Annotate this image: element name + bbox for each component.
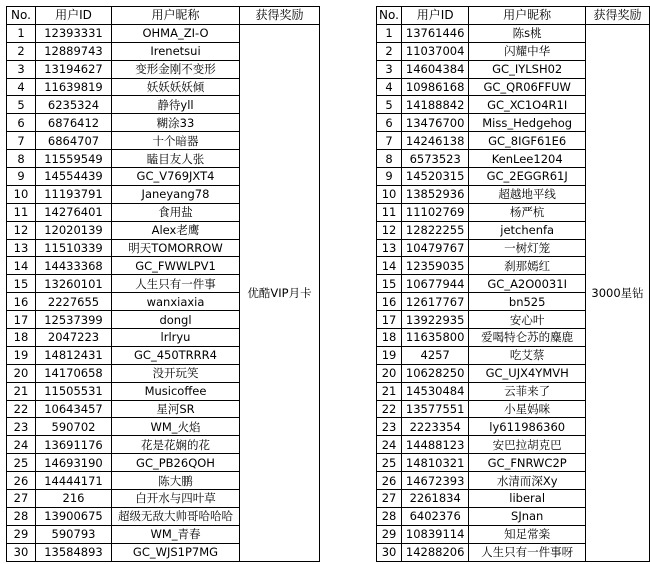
- cell-no: 27: [377, 490, 402, 508]
- cell-nickname: 超越地平线: [469, 185, 586, 203]
- cell-no: 10: [377, 185, 402, 203]
- cell-nickname: GC_450TRRR4: [112, 346, 240, 364]
- cell-no: 12: [377, 221, 402, 239]
- cell-no: 22: [377, 400, 402, 418]
- cell-nickname: 星河SR: [112, 400, 240, 418]
- cell-no: 15: [7, 275, 36, 293]
- cell-no: 2: [7, 42, 36, 60]
- cell-no: 21: [377, 382, 402, 400]
- cell-nickname: Alex老鹰: [112, 221, 240, 239]
- cell-no: 3: [7, 60, 36, 78]
- cell-nickname: 闪耀中华: [469, 42, 586, 60]
- cell-nickname: Musicoffee: [112, 382, 240, 400]
- cell-nickname: 安心叶: [469, 311, 586, 329]
- cell-user-id: 11037004: [402, 42, 469, 60]
- cell-nickname: ly611986360: [469, 418, 586, 436]
- cell-nickname: GC_WJS1P7MG: [112, 543, 240, 561]
- cell-no: 6: [7, 114, 36, 132]
- cell-no: 17: [7, 311, 36, 329]
- cell-nickname: 瞌目友人张: [112, 150, 240, 168]
- cell-user-id: 14188842: [402, 96, 469, 114]
- cell-user-id: 590702: [36, 418, 112, 436]
- cell-user-id: 10643457: [36, 400, 112, 418]
- cell-no: 21: [7, 382, 36, 400]
- cell-nickname: 人生只有一件事呀: [469, 543, 586, 561]
- cell-user-id: 14554439: [36, 168, 112, 186]
- cell-no: 6: [377, 114, 402, 132]
- cell-nickname: GC_QR06FFUW: [469, 78, 586, 96]
- cell-user-id: 14604384: [402, 60, 469, 78]
- cell-no: 13: [7, 239, 36, 257]
- cell-no: 28: [7, 507, 36, 525]
- cell-no: 8: [7, 150, 36, 168]
- cell-user-id: 13922935: [402, 311, 469, 329]
- table-body: [377, 24, 650, 561]
- cell-user-id: 14810321: [402, 454, 469, 472]
- cell-nickname: 安巴拉胡克巴: [469, 436, 586, 454]
- header-reward: 获得奖励: [240, 7, 320, 25]
- cell-user-id: 12617767: [402, 293, 469, 311]
- cell-nickname: 静待yll: [112, 96, 240, 114]
- cell-nickname: liberal: [469, 490, 586, 508]
- cell-no: 29: [377, 525, 402, 543]
- cell-nickname: 没开玩笑: [112, 364, 240, 382]
- cell-user-id: 11559549: [36, 150, 112, 168]
- cell-nickname: dongl: [112, 311, 240, 329]
- cell-user-id: 10677944: [402, 275, 469, 293]
- cell-no: 16: [377, 293, 402, 311]
- cell-nickname: GC_A2O0031I: [469, 275, 586, 293]
- cell-user-id: 10839114: [402, 525, 469, 543]
- cell-no: 12: [7, 221, 36, 239]
- cell-no: 5: [7, 96, 36, 114]
- header-user-id: 用户ID: [36, 7, 112, 25]
- cell-nickname: WM_青春: [112, 525, 240, 543]
- cell-user-id: 14170658: [36, 364, 112, 382]
- cell-nickname: GC_UJX4YMVH: [469, 364, 586, 382]
- cell-user-id: 2047223: [36, 329, 112, 347]
- cell-user-id: 13900675: [36, 507, 112, 525]
- cell-nickname: 一树灯笼: [469, 239, 586, 257]
- cell-no: 4: [7, 78, 36, 96]
- cell-user-id: 6864707: [36, 132, 112, 150]
- cell-no: 19: [377, 346, 402, 364]
- cell-nickname: GC_FWWLPV1: [112, 257, 240, 275]
- cell-no: 7: [377, 132, 402, 150]
- cell-nickname: wanxiaxia: [112, 293, 240, 311]
- cell-user-id: 14693190: [36, 454, 112, 472]
- cell-no: 24: [7, 436, 36, 454]
- cell-user-id: 14276401: [36, 203, 112, 221]
- cell-user-id: 12889743: [36, 42, 112, 60]
- cell-nickname: GC_2EGGR61J: [469, 168, 586, 186]
- cell-user-id: 6402376: [402, 507, 469, 525]
- cell-nickname: GC_V769JXT4: [112, 168, 240, 186]
- header-nickname: 用户昵称: [469, 7, 586, 25]
- cell-no: 17: [377, 311, 402, 329]
- cell-nickname: 陈s桃: [469, 24, 586, 42]
- cell-no: 28: [377, 507, 402, 525]
- cell-nickname: 妖妖妖妖倾: [112, 78, 240, 96]
- cell-user-id: 12822255: [402, 221, 469, 239]
- cell-user-id: 13584893: [36, 543, 112, 561]
- header-no: No.: [377, 7, 402, 25]
- cell-nickname: 变形金刚不变形: [112, 60, 240, 78]
- cell-nickname: 云菲来了: [469, 382, 586, 400]
- cell-user-id: 12393331: [36, 24, 112, 42]
- cell-nickname: 水清而深Xy: [469, 472, 586, 490]
- cell-nickname: 知足常楽: [469, 525, 586, 543]
- cell-user-id: 12359035: [402, 257, 469, 275]
- cell-nickname: GC_FNRWC2P: [469, 454, 586, 472]
- cell-nickname: 食用盐: [112, 203, 240, 221]
- table-row: [377, 24, 650, 42]
- cell-reward: 优酷VIP月卡: [240, 24, 320, 561]
- cell-user-id: 13577551: [402, 400, 469, 418]
- cell-no: 15: [377, 275, 402, 293]
- header-reward: 获得奖励: [586, 7, 650, 25]
- cell-nickname: lrlryu: [112, 329, 240, 347]
- cell-user-id: 14444171: [36, 472, 112, 490]
- cell-no: 30: [377, 543, 402, 561]
- cell-nickname: 糊涂33: [112, 114, 240, 132]
- cell-nickname: bn525: [469, 293, 586, 311]
- cell-user-id: 11505531: [36, 382, 112, 400]
- cell-user-id: 6573523: [402, 150, 469, 168]
- cell-no: 2: [377, 42, 402, 60]
- cell-no: 7: [7, 132, 36, 150]
- header-no: No.: [7, 7, 36, 25]
- cell-nickname: 超级无敌大帅哥哈哈哈: [112, 507, 240, 525]
- cell-no: 16: [7, 293, 36, 311]
- cell-no: 20: [377, 364, 402, 382]
- cell-no: 1: [7, 24, 36, 42]
- cell-user-id: 14246138: [402, 132, 469, 150]
- cell-no: 11: [7, 203, 36, 221]
- cell-user-id: 14288206: [402, 543, 469, 561]
- cell-user-id: 11639819: [36, 78, 112, 96]
- cell-user-id: 12537399: [36, 311, 112, 329]
- cell-user-id: 14530484: [402, 382, 469, 400]
- cell-no: 9: [377, 168, 402, 186]
- cell-nickname: OHMA_ZI-O: [112, 24, 240, 42]
- table-row: [7, 24, 320, 42]
- cell-no: 3: [377, 60, 402, 78]
- cell-no: 10: [7, 185, 36, 203]
- cell-user-id: 13194627: [36, 60, 112, 78]
- cell-no: 1: [377, 24, 402, 42]
- cell-user-id: 14433368: [36, 257, 112, 275]
- cell-no: 24: [377, 436, 402, 454]
- table-header-row: [7, 7, 320, 25]
- cell-nickname: 刹那嫣红: [469, 257, 586, 275]
- cell-no: 29: [7, 525, 36, 543]
- cell-nickname: 人生只有一件事: [112, 275, 240, 293]
- cell-no: 20: [7, 364, 36, 382]
- cell-nickname: 杨严杭: [469, 203, 586, 221]
- cell-no: 27: [7, 490, 36, 508]
- cell-no: 5: [377, 96, 402, 114]
- cell-no: 14: [377, 257, 402, 275]
- cell-no: 18: [7, 329, 36, 347]
- cell-no: 25: [377, 454, 402, 472]
- cell-nickname: 白开水与四叶草: [112, 490, 240, 508]
- cell-nickname: Irenetsui: [112, 42, 240, 60]
- cell-nickname: Janeyang78: [112, 185, 240, 203]
- cell-no: 4: [377, 78, 402, 96]
- cell-nickname: 明天TOMORROW: [112, 239, 240, 257]
- cell-no: 14: [7, 257, 36, 275]
- cell-user-id: 14812431: [36, 346, 112, 364]
- table-header-row: [377, 7, 650, 25]
- cell-no: 9: [7, 168, 36, 186]
- cell-nickname: 爱喝特仑苏的麋鹿: [469, 329, 586, 347]
- table-body: [7, 24, 320, 561]
- cell-user-id: 13260101: [36, 275, 112, 293]
- cell-no: 11: [377, 203, 402, 221]
- cell-user-id: 14672393: [402, 472, 469, 490]
- cell-nickname: 小星妈咪: [469, 400, 586, 418]
- cell-no: 23: [7, 418, 36, 436]
- cell-user-id: 11102769: [402, 203, 469, 221]
- cell-user-id: 2227655: [36, 293, 112, 311]
- cell-nickname: GC_8IGF61E6: [469, 132, 586, 150]
- cell-nickname: GC_PB26QOH: [112, 454, 240, 472]
- cell-nickname: jetchenfa: [469, 221, 586, 239]
- cell-no: 26: [7, 472, 36, 490]
- cell-user-id: 13852936: [402, 185, 469, 203]
- cell-user-id: 11635800: [402, 329, 469, 347]
- cell-no: 30: [7, 543, 36, 561]
- cell-nickname: SJnan: [469, 507, 586, 525]
- header-user-id: 用户ID: [402, 7, 469, 25]
- cell-no: 8: [377, 150, 402, 168]
- cell-user-id: 13476700: [402, 114, 469, 132]
- cell-user-id: 13761446: [402, 24, 469, 42]
- cell-user-id: 2261834: [402, 490, 469, 508]
- cell-no: 19: [7, 346, 36, 364]
- header-nickname: 用户昵称: [112, 7, 240, 25]
- winners-table-right: [376, 6, 650, 562]
- cell-user-id: 2223354: [402, 418, 469, 436]
- cell-user-id: 13691176: [36, 436, 112, 454]
- cell-user-id: 10628250: [402, 364, 469, 382]
- cell-no: 26: [377, 472, 402, 490]
- cell-nickname: KenLee1204: [469, 150, 586, 168]
- cell-user-id: 14520315: [402, 168, 469, 186]
- cell-reward: 3000星钻: [586, 24, 650, 561]
- cell-user-id: 6235324: [36, 96, 112, 114]
- cell-nickname: GC_IYLSH02: [469, 60, 586, 78]
- winners-table-left: [6, 6, 320, 562]
- cell-user-id: 216: [36, 490, 112, 508]
- cell-nickname: 花是花娴的花: [112, 436, 240, 454]
- cell-no: 25: [7, 454, 36, 472]
- cell-nickname: 吃艾蔡: [469, 346, 586, 364]
- cell-no: 18: [377, 329, 402, 347]
- cell-no: 23: [377, 418, 402, 436]
- cell-nickname: GC_XC1O4R1I: [469, 96, 586, 114]
- cell-nickname: 陈大鹏: [112, 472, 240, 490]
- cell-user-id: 10986168: [402, 78, 469, 96]
- cell-user-id: 10479767: [402, 239, 469, 257]
- cell-user-id: 12020139: [36, 221, 112, 239]
- cell-user-id: 14488123: [402, 436, 469, 454]
- cell-nickname: 十个暗器: [112, 132, 240, 150]
- cell-no: 13: [377, 239, 402, 257]
- cell-no: 22: [7, 400, 36, 418]
- cell-user-id: 4257: [402, 346, 469, 364]
- cell-user-id: 11193791: [36, 185, 112, 203]
- cell-user-id: 6876412: [36, 114, 112, 132]
- cell-user-id: 590793: [36, 525, 112, 543]
- cell-user-id: 11510339: [36, 239, 112, 257]
- cell-nickname: WM_火焰: [112, 418, 240, 436]
- cell-nickname: Miss_Hedgehog: [469, 114, 586, 132]
